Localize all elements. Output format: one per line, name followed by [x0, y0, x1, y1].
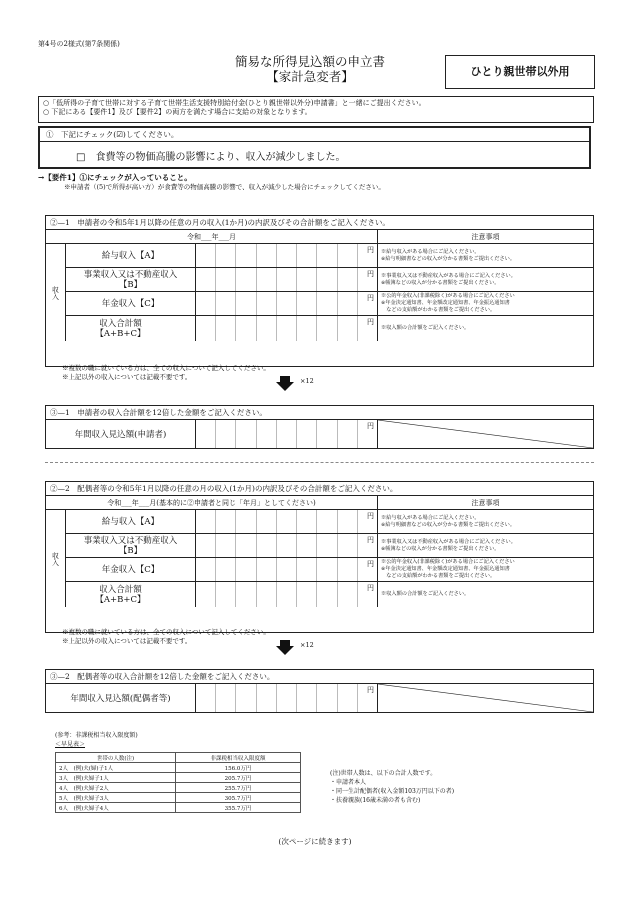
- table-row: [56, 763, 301, 773]
- income-label: 収入: [46, 244, 66, 341]
- amount-input[interactable]: [196, 244, 378, 267]
- yen-unit: 円: [367, 686, 374, 694]
- section-2-1-foot-2: ※上記以外の収入については記載不要です。: [62, 373, 192, 381]
- notes-header: 注意事項: [471, 498, 500, 507]
- row-note: ※収入額の合計額をご記入ください。: [381, 325, 470, 331]
- household-size-cell: 3人 (例)夫婦子1人: [56, 773, 176, 783]
- household-size-cell: 4人 (例)夫婦子2人: [56, 783, 176, 793]
- income-limit-cell: 305.7万円: [176, 793, 301, 803]
- multiply-12: ×12: [300, 641, 314, 649]
- yen-unit: 円: [367, 584, 374, 592]
- row-note: ※給与収入がある場合にご記入ください。 ※給与明細書などの収入が分かる書類をご提出ください。: [381, 514, 516, 528]
- annual-income-spouse-input[interactable]: [196, 684, 378, 712]
- row-note: ※給与収入がある場合にご記入ください。 ※給与明細書などの収入が分かる書類をご提出ください。: [381, 248, 516, 262]
- yen-unit: 円: [367, 318, 374, 326]
- yen-unit: 円: [367, 560, 374, 568]
- table-row: [56, 783, 301, 793]
- intro-box: [38, 96, 594, 123]
- income-row: [66, 510, 593, 534]
- household-type-tag: ひとり親世帯以外用: [445, 55, 595, 89]
- income-row: [66, 534, 593, 558]
- section-3-2: [45, 669, 594, 713]
- yen-unit: 円: [367, 536, 374, 544]
- page-subtitle: 【家計急変者】: [266, 69, 354, 84]
- row-note: ※公的年金収入(非課税除く)がある場合にご記入ください ※年金決定通知書、年金額改定通知書、年金振込通知書 などの支給額がわかる書類をご提出ください。: [381, 559, 515, 579]
- income-row: [66, 292, 593, 316]
- continued-footer: (次ページに続きます): [278, 837, 352, 846]
- yen-unit: 円: [367, 512, 374, 520]
- period-field[interactable]: 令和___年___月: [46, 230, 378, 243]
- income-limit-cell: 255.7万円: [176, 783, 301, 793]
- ref-col-limit: 非課税相当収入限度額: [176, 753, 301, 763]
- period-field-spouse[interactable]: 令和___年___月(基本的に②申請者と同じ「年月」としてください): [46, 496, 378, 509]
- down-arrow-head-icon: [276, 646, 294, 655]
- ref-col-household: 世帯の人数(注): [56, 753, 176, 763]
- section-3-1: [45, 405, 594, 449]
- income-row-label: 事業収入又は不動産収入 【B】: [66, 268, 196, 291]
- section-2-2-foot-1: ※複数の職に就いている方は、全ての収入について記入してください。: [62, 628, 270, 636]
- section-2-2-head: ②—2 配偶者等の令和5年1月以降の任意の月の収入(1か月)の内訳及びその合計額をご記入ください。: [46, 482, 593, 496]
- income-row-label: 給与収入【A】: [66, 510, 196, 533]
- yen-unit: 円: [367, 270, 374, 278]
- amount-input[interactable]: [196, 292, 378, 315]
- income-row: [46, 582, 593, 607]
- reference-subtitle: ＜早見表＞: [55, 741, 86, 748]
- yen-unit: 円: [367, 246, 374, 254]
- multiply-12: ×12: [300, 377, 314, 385]
- yen-unit: 円: [367, 422, 374, 430]
- amount-input[interactable]: [196, 510, 378, 533]
- notes-header: 注意事項: [471, 232, 500, 241]
- form-number: 第4号の2様式(第7条関係): [38, 40, 120, 48]
- amount-input[interactable]: [196, 582, 378, 607]
- income-limit-cell: 355.7万円: [176, 803, 301, 813]
- requirement-1-head: ① 下記にチェック(☑)してください。: [40, 128, 589, 142]
- divider: [45, 462, 594, 463]
- section-2-1-foot-1: ※複数の職に就いている方は、全ての収入について記入してください。: [62, 364, 270, 372]
- section-2-1-head: ②—1 申請者の令和5年1月以降の任意の月の収入(1か月)の内訳及びその合計額をご記入ください。: [46, 216, 593, 230]
- row-note: ※公的年金収入(非課税除く)がある場合にご記入ください ※年金決定通知書、年金額改定通知書、年金振込通知書 などの支給額がわかる書類をご提出ください。: [381, 293, 515, 313]
- table-row: [56, 793, 301, 803]
- ref-note-line: ・扶養親族(16歳未満の者も含む): [330, 797, 421, 804]
- amount-input[interactable]: [196, 558, 378, 581]
- reference-title: (参考：非課税相当収入限度額): [55, 732, 138, 739]
- price-impact-checkbox[interactable]: □ 食費等の物価高騰の影響により、収入が減少しました。: [76, 152, 346, 163]
- annual-income-input[interactable]: [196, 420, 378, 448]
- requirement-1-note: →【要件1】①にチェックが入っていること。: [38, 173, 192, 182]
- ref-note-line: ・申請者本人: [330, 779, 367, 786]
- amount-input[interactable]: [196, 268, 378, 291]
- down-arrow-head-icon: [276, 382, 294, 391]
- requirement-1-subnote: ※申請者（(5)で所得が高い方）が食費等の物価高騰の影響で、収入が減少した場合にチェックしてください。: [64, 183, 385, 191]
- section-2-2-foot-2: ※上記以外の収入については記載不要です。: [62, 637, 192, 645]
- row-note: ※事業収入又は不動産収入がある場合にご記入ください。 ※帳簿などの収入が分かる書類をご提出ください。: [381, 538, 516, 552]
- income-row: [66, 268, 593, 292]
- income-row-label: 給与収入【A】: [66, 244, 196, 267]
- income-row-label: 収入合計額 【A+B+C】: [46, 316, 196, 341]
- income-label: 収入: [46, 510, 66, 607]
- intro-line-2: ○ 下記にある【要件1】及び【要件2】の両方を満たす場合に支給の対象となります。: [43, 108, 312, 116]
- row-note: ※収入額の合計額をご記入ください。: [381, 591, 470, 597]
- income-row-label: 年金収入【C】: [66, 558, 196, 581]
- amount-input[interactable]: [196, 316, 378, 341]
- diagonal-strike: [378, 420, 593, 448]
- reference-table: [55, 752, 301, 813]
- section-3-1-head: ③—1 申請者の収入合計額を12倍した金額をご記入ください。: [46, 406, 593, 420]
- household-size-cell: 2人 (例)夫(婦)子1人: [56, 763, 176, 773]
- income-row-label: 収入合計額 【A+B+C】: [46, 582, 196, 607]
- page-title: 簡易な所得見込額の申立書: [234, 54, 385, 69]
- amount-input[interactable]: [196, 534, 378, 557]
- ref-note-line: (注)世帯人数は、以下の合計人数です。: [330, 770, 437, 777]
- ref-note-line: ・同一生計配偶者(収入金額103万円以下の者): [330, 788, 455, 795]
- household-size-cell: 6人 (例)夫婦子4人: [56, 803, 176, 813]
- row-note: ※事業収入又は不動産収入がある場合にご記入ください。 ※帳簿などの収入が分かる書類をご提出ください。: [381, 272, 516, 286]
- income-row: [66, 558, 593, 582]
- yen-unit: 円: [367, 294, 374, 302]
- table-row: [56, 773, 301, 783]
- section-2-2: [45, 481, 594, 633]
- reference-note: [330, 769, 454, 805]
- annual-income-spouse-label: 年間収入見込額(配偶者等): [46, 684, 196, 712]
- household-size-cell: 5人 (例)夫婦子3人: [56, 793, 176, 803]
- income-row-label: 年金収入【C】: [66, 292, 196, 315]
- income-row-label: 事業収入又は不動産収入 【B】: [66, 534, 196, 557]
- table-row: [56, 803, 301, 813]
- income-limit-cell: 156.0万円: [176, 763, 301, 773]
- income-row: [66, 244, 593, 268]
- annual-income-label: 年間収入見込額(申請者): [46, 420, 196, 448]
- income-limit-cell: 205.7万円: [176, 773, 301, 783]
- diagonal-strike: [378, 684, 593, 712]
- income-row: [46, 316, 593, 341]
- requirement-1-box: [38, 126, 591, 169]
- section-3-2-head: ③—2 配偶者等の収入合計額を12倍した金額をご記入ください。: [46, 670, 593, 684]
- section-2-1: [45, 215, 594, 367]
- intro-line-1: ○「低所得の子育て世帯に対する子育て世帯生活支援特別給付金(ひとり親世帯以外分)申請書」と一緒にご提出ください。: [43, 99, 426, 107]
